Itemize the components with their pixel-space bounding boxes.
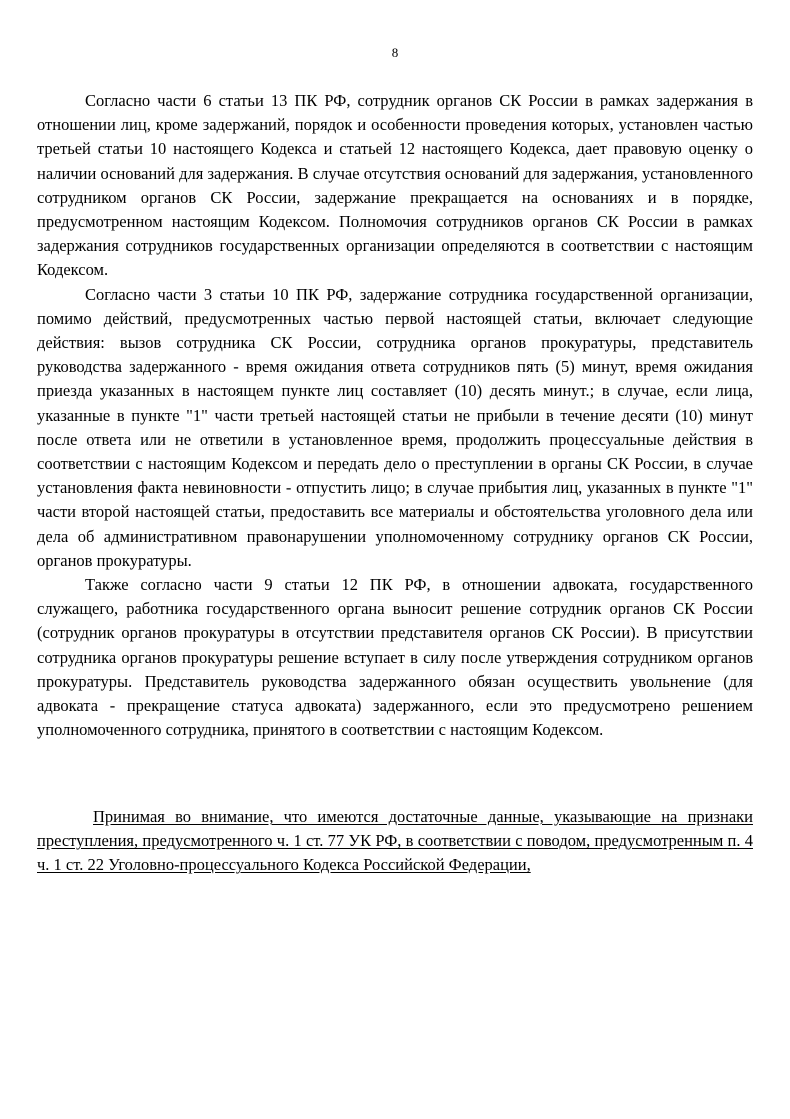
- paragraph-part-3-article-10: Согласно части 3 статьи 10 ПК РФ, задержание сотрудника государственной организации, помимо действий, предусмотренных частью первой настоящей статьи, включает следующие действия: вызов сотрудника СК России, сотрудника органов прокуратуры, представитель руководства задержанного - время ожидания ответа сотрудников пять (5) минут, время ожидания приезда указанных в настоящем пункте лиц составляет (10) десять минут.; в случае, если лица, указанные в пункте "1" части третьей настоящей статьи не прибыли в течение десяти (10) минут после ответа или не ответили в установленное время, продолжить процессуальные действия в соответствии с настоящим Кодексом и передать дело о преступлении в органы СК России, в случае установления факта невиновности - отпустить лицо; в случае прибытия лиц, указанных в пункте "1" части второй настоящей статьи, предоставить все материалы и обстоятельства уголовного дела или дела об административном правонарушении уполномоченному сотруднику органов СК России, органов прокуратуры.: [37, 284, 753, 570]
- paragraph-part-6-article-13: Согласно части 6 статьи 13 ПК РФ, сотрудник органов СК России в рамках задержания в отношении лиц, кроме задержаний, порядок и особенности проведения которых, установлен частью третьей статьи 10 настоящего Кодекса и статьей 12 настоящего Кодекса, дает правовую оценку о наличии оснований для задержания. В случае отсутствия оснований для задержания, установленного сотрудником органов СК России, задержание прекращается на основаниях и в порядке, предусмотренном настоящим Кодексом. Полномочия сотрудников органов СК России в рамках задержания сотрудников государственных организации определяются в соответствии с настоящим Кодексом.: [37, 91, 753, 280]
- conclusion-block: [37, 805, 753, 878]
- conclusion-paragraph: Принимая во внимание, что имеются достаточные данные, указывающие на признаки преступления, предусмотренного ч. 1 ст. 77 УК РФ, в соответствии с поводом, предусмотренным п. 4 ч. 1 ст. 22 Уголовно-процессуального Кодекса Российской Федерации,: [37, 807, 753, 875]
- paragraph-part-9-article-12: Также согласно части 9 статьи 12 ПК РФ, в отношении адвоката, государственного служащего, работника государственного органа выносит решение сотрудник органов СК России (сотрудник органов прокуратуры в отсутствии представителя органов СК России). В присутствии сотрудника органов прокуратуры решение вступает в силу после утверждения сотрудником органов прокуратуры. Представитель руководства задержанного обязан осуществить увольнение (для адвоката - прекращение статуса адвоката) задержанного, если это предусмотрено решением уполномоченного сотрудника, принятого в соответствии с настоящим Кодексом.: [37, 575, 753, 740]
- page-number: 8: [391, 45, 399, 60]
- document-body: [37, 89, 753, 742]
